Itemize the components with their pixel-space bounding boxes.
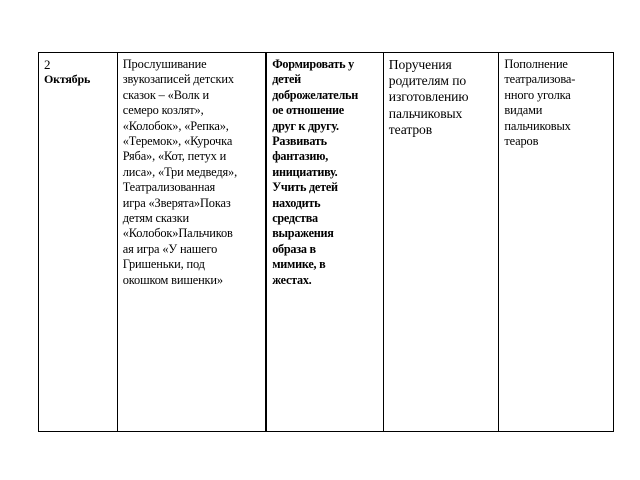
cell-goals <box>267 53 384 431</box>
goals-line: выражения <box>272 226 334 241</box>
cell-date <box>39 53 118 431</box>
activities-line: звукозаписей детских <box>122 72 234 87</box>
goals-line: мимике, в <box>272 257 326 272</box>
goals-line: друг к другу. <box>272 118 339 133</box>
activities-line: сказок – «Волк и <box>122 87 210 102</box>
activities-line: ая игра «У нашего <box>122 241 218 256</box>
activities-line: игра «Зверята»Показ <box>122 195 231 210</box>
environment-line: нного уголка <box>504 87 571 102</box>
parents-line: Поручения <box>388 57 452 72</box>
row-month: Октябрь <box>44 72 91 86</box>
parents-line: родителям по <box>388 73 467 89</box>
goals-line: находить <box>272 195 321 210</box>
plan-table <box>38 52 614 432</box>
environment-line: театрализова- <box>504 72 576 87</box>
goals-line: жестах. <box>272 272 312 287</box>
goals-line: Формировать у <box>272 57 354 71</box>
cell-parents <box>384 53 500 431</box>
goals-line: доброжелательн <box>272 87 359 102</box>
goals-line: фантазию, <box>272 149 329 164</box>
goals-line: средства <box>272 211 318 226</box>
goals-line: ое отношение <box>272 103 344 118</box>
goals-line: Развивать <box>272 134 327 149</box>
cell-environment <box>499 53 613 431</box>
goals-line: детей <box>272 72 301 87</box>
row-number: 2 <box>44 57 51 72</box>
activities-line: Гришеньки, под <box>122 257 205 272</box>
activities-line: семеро козлят», <box>122 103 204 118</box>
activities-line: Прослушивание <box>122 57 207 71</box>
activities-line: «Колобок»Пальчиков <box>122 226 233 241</box>
activities-line: «Теремок», «Курочка <box>122 134 233 149</box>
parents-line: пальчиковых <box>388 105 463 121</box>
goals-line: образа в <box>272 241 316 256</box>
activities-line: окошком вишенки» <box>122 272 223 287</box>
activities-line: лиса», «Три медведя», <box>122 164 238 179</box>
goals-line: инициативу. <box>272 164 338 179</box>
environment-line: теаров <box>504 134 539 149</box>
activities-line: детям сказки <box>122 211 190 226</box>
environment-line: пальчиковых <box>504 118 571 133</box>
activities-line: Театрализованная <box>122 180 216 195</box>
environment-line: видами <box>504 103 543 118</box>
parents-line: театров <box>388 121 433 137</box>
activities-line: Ряба», «Кот, петух и <box>122 149 227 164</box>
parents-line: изготовлению <box>388 89 469 105</box>
cell-activities <box>118 53 267 431</box>
environment-line: Пополнение <box>504 57 568 71</box>
activities-line: «Колобок», «Репка», <box>122 118 229 133</box>
goals-line: Учить детей <box>272 180 338 195</box>
